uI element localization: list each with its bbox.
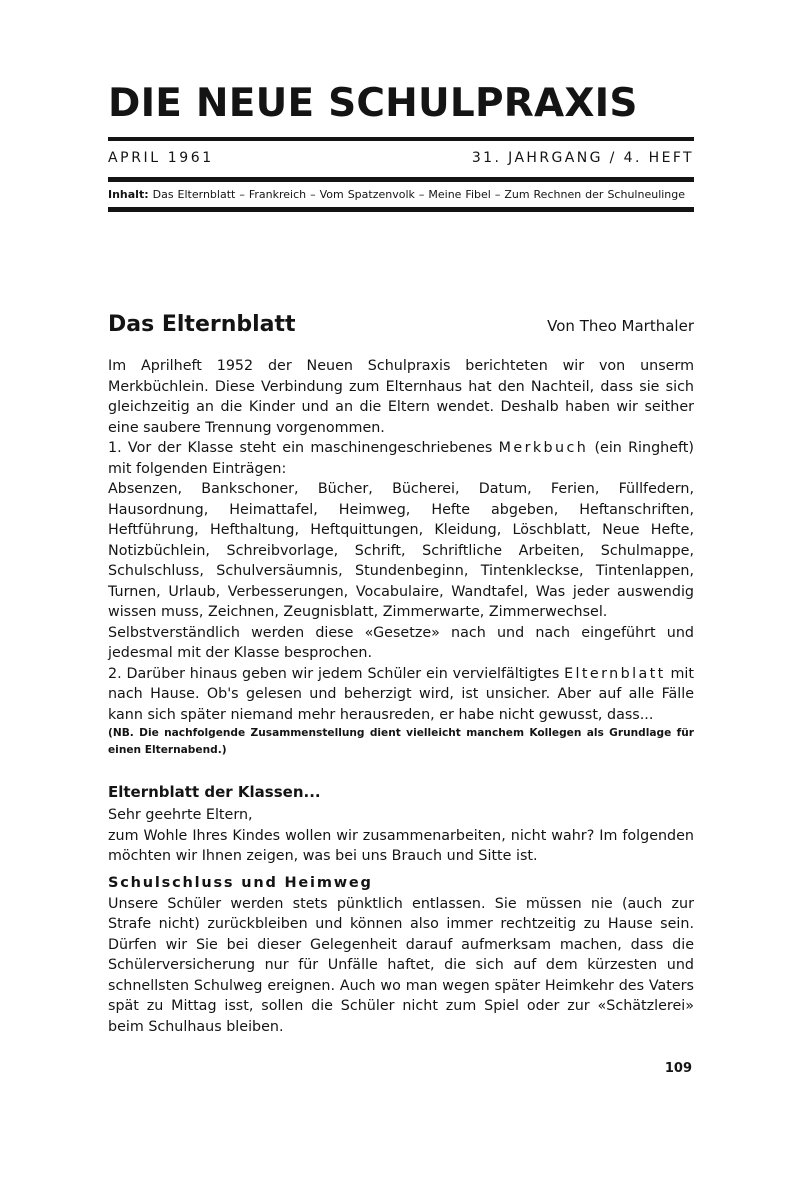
article-paragraph-merkbuch <box>108 438 694 479</box>
editor-note: (NB. Die nachfolgende Zusammenstellung dient vielleicht manchem Kollegen als Grundlage für einen Elternabend.) <box>108 727 694 756</box>
contents-rule <box>108 207 694 212</box>
table-of-contents <box>108 186 694 203</box>
section-title: Elternblatt der Klassen... <box>108 783 321 801</box>
elternblatt-text-before: 2. Darüber hinaus geben wir jedem Schüler ein vervielfältigtes <box>108 665 565 682</box>
subsection-paragraph: Unsere Schüler werden stets pünktlich entlassen. Sie müssen nie (auch zur Strafe nicht) zurückbleiben und können also immer rechtzeitig zu Hause sein. Dürfen wir Sie bei dieser Gelegenheit darauf aufmerksam machen, dass die Schülerversicherung nur für Unfälle haftet, die sich auf dem kürzesten und schnellsten Schulweg ereignen. Auch wo man wegen später Heimkehr des Vaters spät zu Mittag isst, sollen die Schüler nicht zum Spiel oder zur «Schätzlerei» beim Schulhaus bleiben. <box>108 895 694 1035</box>
letter-intro: zum Wohle Ihres Kindes wollen wir zusammenarbeiten, nicht wahr? Im folgenden möchten wir Ihnen zeigen, was bei uns Brauch und Sitte ist. <box>108 827 694 864</box>
merkbuch-text-before: 1. Vor der Klasse steht ein maschinengeschriebenes <box>108 440 499 456</box>
journal-masthead: DIE NEUE SCHULPRAXIS <box>108 81 638 126</box>
article-paragraph-elternblatt <box>108 664 694 726</box>
contents-text: Das Elternblatt – Frankreich – Vom Spatzenvolk – Meine Fibel – Zum Rechnen der Schulneulinge <box>148 188 686 201</box>
article-paragraph-entries: Absenzen, Bankschoner, Bücher, Bücherei, Datum, Ferien, Füllfedern, Hausordnung, Heimattafel, Heimweg, Hefte abgeben, Heftanschriften, Heftführung, Hefthaltung, Heftquittungen, Kleidung, Löschblatt, Neue Hefte, Notizbüchlein, Schreibvorlage, Schrift, Schriftliche Arbeiten, Schulmappe, Schulschluss, Schulversäumnis, Stundenbeginn, Tintenkleckse, Tintenlappen, Turnen, Urlaub, Verbesserungen, Vocabulaire, Wandtafel, Was jeder auswendig wissen muss, Zeichnen, Zeugnisblatt, Zimmerwarte, Zimmerwechsel. <box>108 481 694 620</box>
masthead-rule <box>108 137 694 141</box>
contents-label: Inhalt: <box>108 188 149 201</box>
article-byline: Von Theo Marthaler <box>547 317 694 335</box>
letter-salutation: Sehr geehrte Eltern, <box>108 807 253 823</box>
article-header <box>108 312 694 337</box>
article-paragraph-intro: Im Aprilheft 1952 der Neuen Schulpraxis berichteten wir von unserm Merkbüchlein. Diese Verbindung zum Elternhaus hat den Nachteil, dass sie sich gleichzeitig an die Kinder und an die Eltern wendet. Deshalb haben wir seither eine saubere Trennung vorgenommen. <box>108 358 694 436</box>
page-number: 109 <box>664 1061 692 1076</box>
issue-date: APRIL 1961 <box>108 150 214 166</box>
elternblatt-text-after: mit nach Hause. Ob's gelesen und beherzigt wird, ist unsicher. Aber auf alle Fälle kann sich später niemand mehr herausreden, er habe nicht gewusst, dass... <box>108 665 694 723</box>
merkbuch-text-after: (ein Ringheft) mit folgenden Einträgen: <box>108 440 694 477</box>
subsection-title: Schulschluss und Heimweg <box>108 874 373 891</box>
journal-page <box>108 81 694 1037</box>
elternblatt-term: Elternblatt <box>564 665 666 682</box>
issue-line <box>108 151 694 165</box>
issue-rule <box>108 177 694 182</box>
issue-number: 31. JAHRGANG / 4. HEFT <box>471 150 694 166</box>
merkbuch-term: Merkbuch <box>498 440 589 456</box>
article-paragraph-gesetze: Selbstverständlich werden diese «Gesetze» nach und nach eingeführt und jedesmal mit der Klasse besprochen. <box>108 624 694 661</box>
article-title: Das Elternblatt <box>108 312 296 337</box>
